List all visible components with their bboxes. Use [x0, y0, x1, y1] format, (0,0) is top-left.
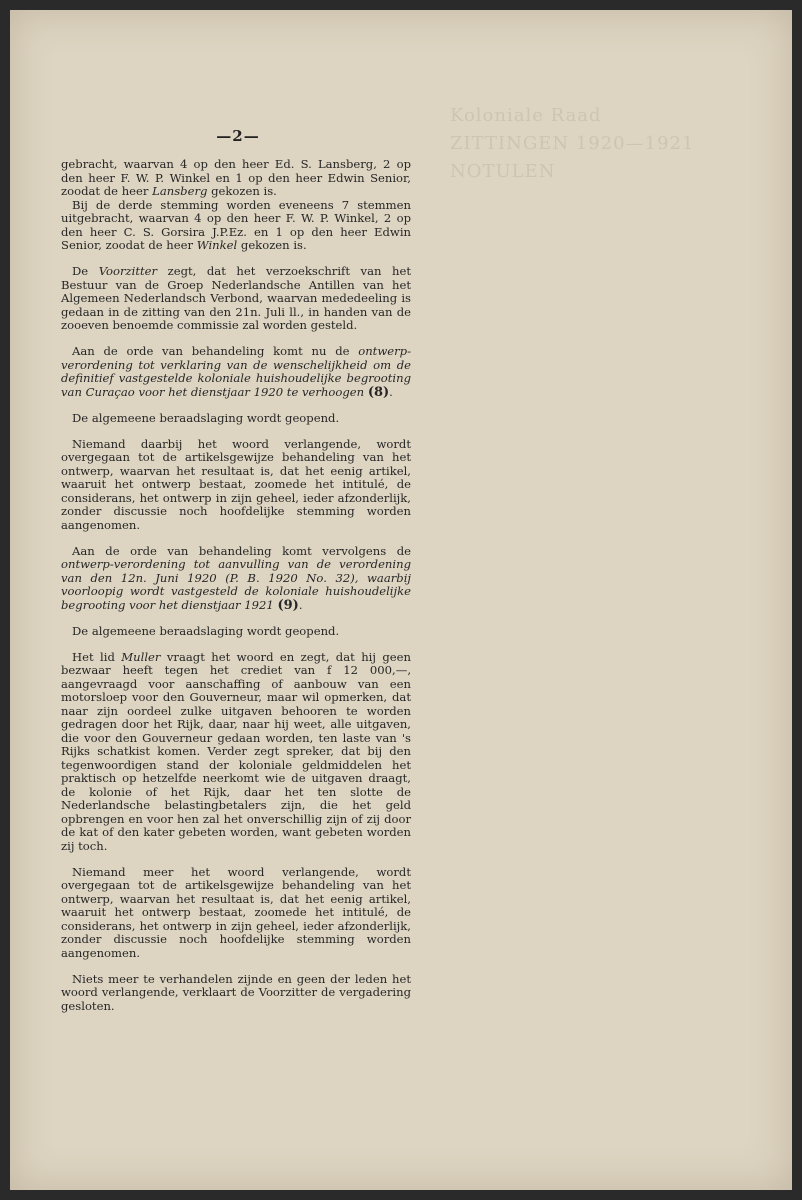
bill-reference: (8)	[367, 384, 390, 400]
elected-name: Lansberg	[152, 184, 208, 198]
paragraph-agenda-8: Aan de orde van behandeling komt nu de ontwerp-verordening tot verklaring van de wenschelijkheid om de definitief vastgestelde koloniale huishoudelijke begrooting van Curaçao voor het dienstjaar 1920 te verhoogen (8).	[61, 344, 411, 400]
page-number: —2—	[216, 127, 260, 145]
paragraph-debate-opened: De algemeene beraadslaging wordt geopend.	[72, 410, 340, 425]
ghost-line: Koloniale Raad	[450, 105, 602, 126]
speaker-name: Muller	[121, 649, 161, 664]
paragraph-muller-speech: Het lid Muller vraagt het woord en zegt, dat hij geen bezwaar heeft tegen het crediet van f 12 000,—, aangevraagd voor aanschaffing of aanbouw van een motorsloep voor den Gouverneur, maar wil opmerken, dat naar zijn oordeel zulke uitgaven behooren te worden gedragen door het Rijk, daar, naar hij weet, alle uitgaven, die voor den Gouverneur gedaan worden, ten laste van 's Rijks schatkist komen. Verder zegt spreker, dat bij den tegenwoordigen stand der koloniale geldmiddelen het praktisch op hetzelfde neerkomt wie de uitgaven draagt, de kolonie of het Rijk, daar het ten slotte de Nederlandsche belastingbetalers zijn, die het geld opbrengen en voor hen zal het onverschillig zijn of zij door de kat of den kater gebeten worden, want gebeten worden zij toch.	[61, 649, 411, 853]
text-column	[61, 158, 411, 1026]
paragraph-petition: De Voorzitter zegt, dat het verzoekschrift van het Bestuur van de Groep Nederlandsche Antillen van het Algemeen Nederlandsch Verbond, waarvan mededeeling is gedaan in de zitting van den 21n. Juli ll., in handen van de zooeven benoemde commissie zal worden gesteld.	[61, 264, 411, 332]
paragraph-closing: Niets meer te verhandelen zijnde en geen der leden het woord verlangende, verklaart de Voorzitter de vergadering gesloten.	[61, 971, 411, 1013]
paragraph-first-ballot: gebracht, waarvan 4 op den heer Ed. S. Lansberg, 2 op den heer F. W. P. Winkel en 1 op den heer Edwin Senior, zoodat de heer Lansberg gekozen is.	[61, 157, 411, 198]
paragraph-third-ballot: Bij de derde stemming worden eveneens 7 stemmen uitgebracht, waarvan 4 op den heer F. W. P. Winkel, 2 op den heer C. S. Gorsira J.P.Ez. en 1 op den heer Edwin Senior, zoodat de heer Winkel gekozen is.	[61, 197, 411, 252]
paragraph-adopted: Niemand daarbij het woord verlangende, wordt overgegaan tot de artikelsgewijze behandeling van het ontwerp, waarvan het resultaat is, dat het eenig artikel, waaruit het ontwerp bestaat, zoomede het intitulé, de considerans, het ontwerp in zijn geheel, ieder afzonderlijk, zonder discussie noch hoofdelijke stemming worden aangenomen.	[61, 436, 411, 532]
paragraph-adopted: Niemand meer het woord verlangende, wordt overgegaan tot de artikelsgewijze behandeling van het ontwerp, waarvan het resultaat is, dat het eenig artikel, waaruit het ontwerp bestaat, zoomede het intitulé, de considerans, het ontwerp in zijn geheel, ieder afzonderlijk, zonder discussie noch hoofdelijke stemming worden aangenomen.	[61, 864, 411, 960]
paragraph-agenda-9: Aan de orde van behandeling komt vervolgens de ontwerp-verordening tot aanvulling van de verordening van den 12n. Juni 1920 (P. B. 1920 No. 32), waarbij voorloopig wordt vastgesteld de koloniale huishoudelijke begrooting voor het dienstjaar 1921 (9).	[61, 543, 411, 613]
document-page	[10, 10, 792, 1190]
speaker-name: Voorzitter	[98, 264, 158, 278]
paragraph-debate-opened: De algemeene beraadslaging wordt geopend.	[72, 623, 340, 638]
elected-name: Winkel	[196, 238, 238, 252]
bill-title: ontwerp-verordening tot verklaring van de wenschelijkheid om de definitief vastgestelde koloniale huishoudelijke begrooting van Curaçao voor het dienstjaar 1920 te verhoogen	[61, 344, 411, 399]
ghost-line: NOTULEN	[450, 161, 556, 182]
bill-reference: (9)	[277, 597, 299, 613]
bleed-through-header	[450, 105, 694, 189]
bill-title: ontwerp-verordening tot aanvulling van de verordening van den 12n. Juni 1920 (P. B. 1920 No. 32), waarbij voorloopig wordt vastgesteld de koloniale huishoudelijke begrooting voor het dienstjaar 1921	[61, 557, 411, 612]
ghost-line: ZITTINGEN 1920—1921	[450, 133, 695, 154]
